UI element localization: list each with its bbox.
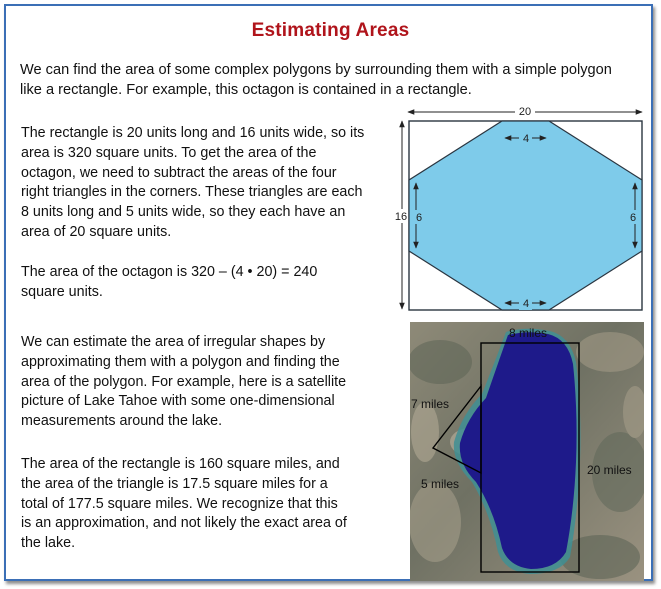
top-measure-label: 8 miles	[508, 326, 548, 340]
right-side-label: 6	[629, 212, 637, 224]
rectangle-explanation: The rectangle is 20 units long and 16 units wide, so its area is 320 square units. To get the area of the octagon, we need to subtract the areas of the four right triangles in the corners. These triangles are each 8 units long and 5 units wide, so they each have an area of 20 square units.	[21, 125, 365, 240]
tahoe-area-text: The area of the rectangle is 160 square miles, and the area of the triangle is 17.5 square miles for a total of 177.5 square miles. We recognize that this is an approximation, and not likely the exact area of the lake.	[21, 456, 347, 552]
octagon-area-text: The area of the octagon is 320 – (4 • 20) = 240 square units.	[21, 264, 318, 300]
lake-tahoe-satellite-image	[410, 322, 644, 581]
top-edge-label: 4	[522, 133, 530, 145]
bottom-edge-label: 4	[522, 298, 530, 310]
octagon-diagram	[378, 101, 658, 319]
left-measure-label: 7 miles	[411, 397, 450, 411]
intro-text: We can find the area of some complex polygons by surrounding them with a simple polygon like a rectangle. For example, this octagon is contained in a rectangle.	[20, 62, 612, 98]
irregular-shapes-text: We can estimate the area of irregular shapes by approximating them with a polygon and finding the area of the polygon. For example, here is a satellite picture of Lake Tahoe with some one-dimensional measurements around the lake.	[21, 334, 347, 430]
height-label: 16	[394, 211, 408, 223]
page-title: Estimating Areas	[251, 20, 410, 41]
right-measure-label: 20 miles	[587, 463, 632, 477]
left-side-label: 6	[415, 212, 423, 224]
width-label: 20	[518, 106, 532, 118]
bottom-left-measure-label: 5 miles	[421, 477, 460, 491]
lesson-card	[4, 4, 653, 581]
